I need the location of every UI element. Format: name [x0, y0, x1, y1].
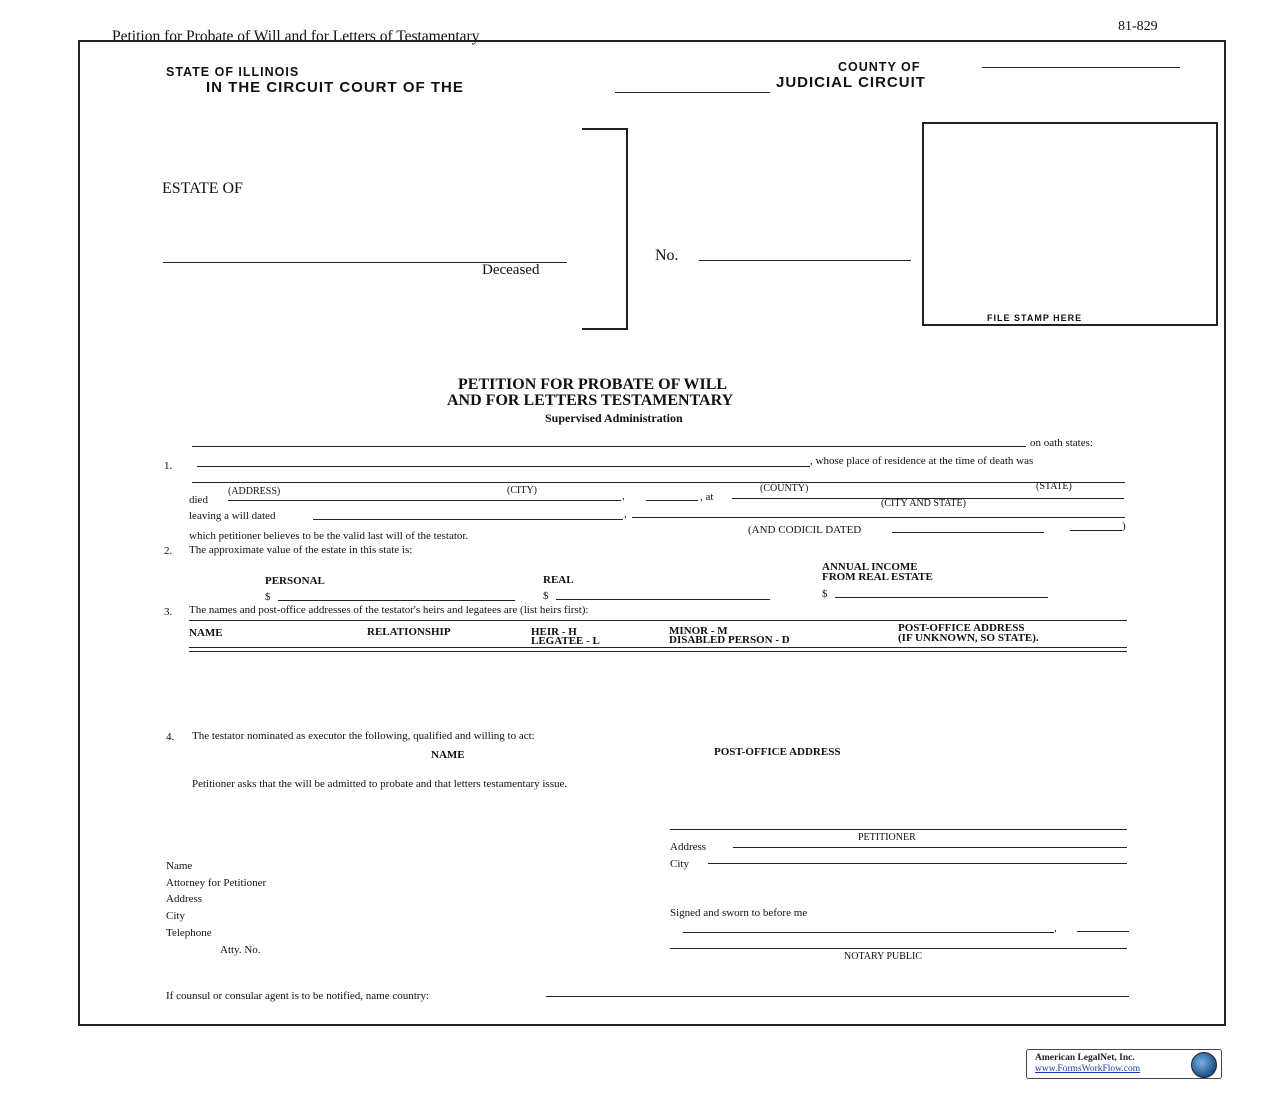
personal-value-line[interactable]: [278, 600, 515, 601]
notary-label: NOTARY PUBLIC: [844, 951, 923, 962]
petition-title-line2: AND FOR LETTERS TESTAMENTARY: [447, 392, 734, 409]
death-date-line[interactable]: [228, 500, 621, 501]
county-caption: (COUNTY): [760, 483, 809, 494]
income-value-line[interactable]: [835, 597, 1048, 598]
at-label: , at: [700, 491, 714, 503]
petitioner-name-line[interactable]: [192, 446, 1026, 447]
heirs-header-rule: [189, 647, 1127, 648]
codicil-year-line[interactable]: [1070, 530, 1122, 531]
petition-subtitle: Supervised Administration: [545, 411, 683, 425]
petitioner-city-line[interactable]: [708, 863, 1127, 864]
sworn-date-line[interactable]: [683, 932, 1054, 933]
state-caption: (STATE): [1036, 481, 1072, 492]
item-3-number: 3.: [164, 606, 173, 618]
petitioner-label: PETITIONER: [858, 832, 916, 843]
codicil-paren: ): [1122, 520, 1126, 532]
petitioner-city-label: City: [670, 858, 689, 870]
item-1-number: 1.: [164, 460, 173, 472]
consul-country-line[interactable]: [546, 996, 1129, 997]
attorney-name-label: Name: [166, 860, 193, 872]
estate-value-text: The approximate value of the estate in this state is:: [189, 544, 413, 556]
real-dollar: $: [543, 590, 549, 602]
believes-text: which petitioner believes to be the valid last will of the testator.: [189, 530, 469, 542]
executor-text: The testator nominated as executor the following, qualified and willing to act:: [192, 730, 535, 742]
col-minor-1: MINOR - M: [669, 625, 728, 637]
real-label: REAL: [543, 574, 574, 586]
estate-of-label: ESTATE OF: [162, 180, 243, 197]
heirs-header-rule-2: [189, 651, 1127, 652]
annual-income-label-1: ANNUAL INCOME: [822, 561, 918, 573]
residence-line[interactable]: [192, 482, 1125, 483]
codicil-date-line[interactable]: [892, 532, 1044, 533]
legalnet-logo[interactable]: [1026, 1049, 1222, 1079]
petition-title-line1: PETITION FOR PROBATE OF WILL: [458, 376, 728, 393]
testator-name-line[interactable]: [197, 466, 810, 467]
address-caption: (ADDRESS): [228, 486, 281, 497]
residence-text: , whose place of residence at the time of death was: [810, 455, 1034, 467]
personal-dollar: $: [265, 591, 271, 603]
attorney-city-label: City: [166, 910, 185, 922]
income-dollar: $: [822, 588, 828, 600]
codicil-label: (AND CODICIL DATED: [748, 524, 862, 536]
comma-3: ,: [1054, 922, 1057, 934]
judicial-circuit-label: JUDICIAL CIRCUIT: [776, 74, 926, 91]
circuit-court-label: IN THE CIRCUIT COURT OF THE: [206, 79, 464, 96]
notary-signature-line[interactable]: [670, 948, 1127, 949]
deceased-label: Deceased: [482, 262, 540, 278]
file-stamp-label: FILE STAMP HERE: [987, 313, 1083, 323]
executor-name-col: NAME: [431, 749, 465, 761]
state-label: STATE OF ILLINOIS: [166, 65, 300, 79]
logo-url[interactable]: www.FormsWorkFlow.com: [1035, 1064, 1141, 1074]
annual-income-label-2: FROM REAL ESTATE: [822, 571, 933, 583]
city-state-caption: (CITY AND STATE): [881, 498, 966, 509]
request-text: Petitioner asks that the will be admitted to probate and that letters testamentary issue.: [192, 778, 568, 790]
form-number: 81-829: [1118, 19, 1158, 34]
col-heir-1: HEIR - H: [531, 626, 577, 638]
case-number-line[interactable]: [699, 260, 911, 261]
city-caption: (CITY): [507, 485, 537, 496]
attorney-number-label: Atty. No.: [220, 944, 261, 956]
attorney-address-label: Address: [166, 893, 203, 905]
died-label: died: [189, 494, 208, 506]
real-value-line[interactable]: [556, 599, 770, 600]
personal-label: PERSONAL: [265, 575, 325, 587]
attorney-for-label: Attorney for Petitioner: [166, 877, 267, 889]
county-line[interactable]: [982, 67, 1180, 68]
on-oath-label: on oath states:: [1030, 437, 1093, 449]
will-date-line[interactable]: [313, 519, 623, 520]
logo-company: American LegalNet, Inc.: [1035, 1053, 1135, 1063]
executor-address-col: POST-OFFICE ADDRESS: [714, 746, 841, 758]
circuit-number-line[interactable]: [615, 92, 770, 93]
petitioner-address-label: Address: [670, 841, 707, 853]
death-year-line[interactable]: [646, 500, 698, 501]
petitioner-address-line[interactable]: [733, 847, 1127, 848]
sworn-year-line[interactable]: [1077, 931, 1129, 932]
caption-bracket: [582, 128, 628, 330]
heirs-text: The names and post-office addresses of the testator's heirs and legatees are (list heirs first):: [189, 604, 589, 616]
item-2-number: 2.: [164, 545, 173, 557]
county-of-label: COUNTY OF: [838, 60, 921, 74]
col-minor-2: DISABLED PERSON - D: [669, 634, 790, 646]
item-4-number: 4.: [166, 731, 175, 743]
form-title: Petition for Probate of Will and for Letters of Testamentary: [112, 28, 480, 45]
col-relationship: RELATIONSHIP: [367, 626, 451, 638]
sworn-label: Signed and sworn to before me: [670, 907, 808, 919]
will-year-line[interactable]: [632, 517, 1125, 518]
heirs-top-rule: [189, 620, 1127, 621]
col-name: NAME: [189, 627, 223, 639]
case-no-label: No.: [655, 247, 679, 264]
file-stamp-box: [922, 122, 1218, 326]
consul-text: If counsul or consular agent is to be notified, name country:: [166, 990, 430, 1002]
col-post-1: POST-OFFICE ADDRESS: [898, 622, 1025, 634]
col-post-2: (IF UNKNOWN, SO STATE).: [898, 632, 1039, 644]
globe-icon: [1191, 1052, 1217, 1078]
attorney-telephone-label: Telephone: [166, 927, 212, 939]
petitioner-signature-line[interactable]: [670, 829, 1127, 830]
comma-1: ,: [622, 490, 625, 502]
comma-2: ,: [624, 508, 627, 520]
col-heir-2: LEGATEE - L: [531, 635, 600, 647]
will-dated-label: leaving a will dated: [189, 510, 276, 522]
